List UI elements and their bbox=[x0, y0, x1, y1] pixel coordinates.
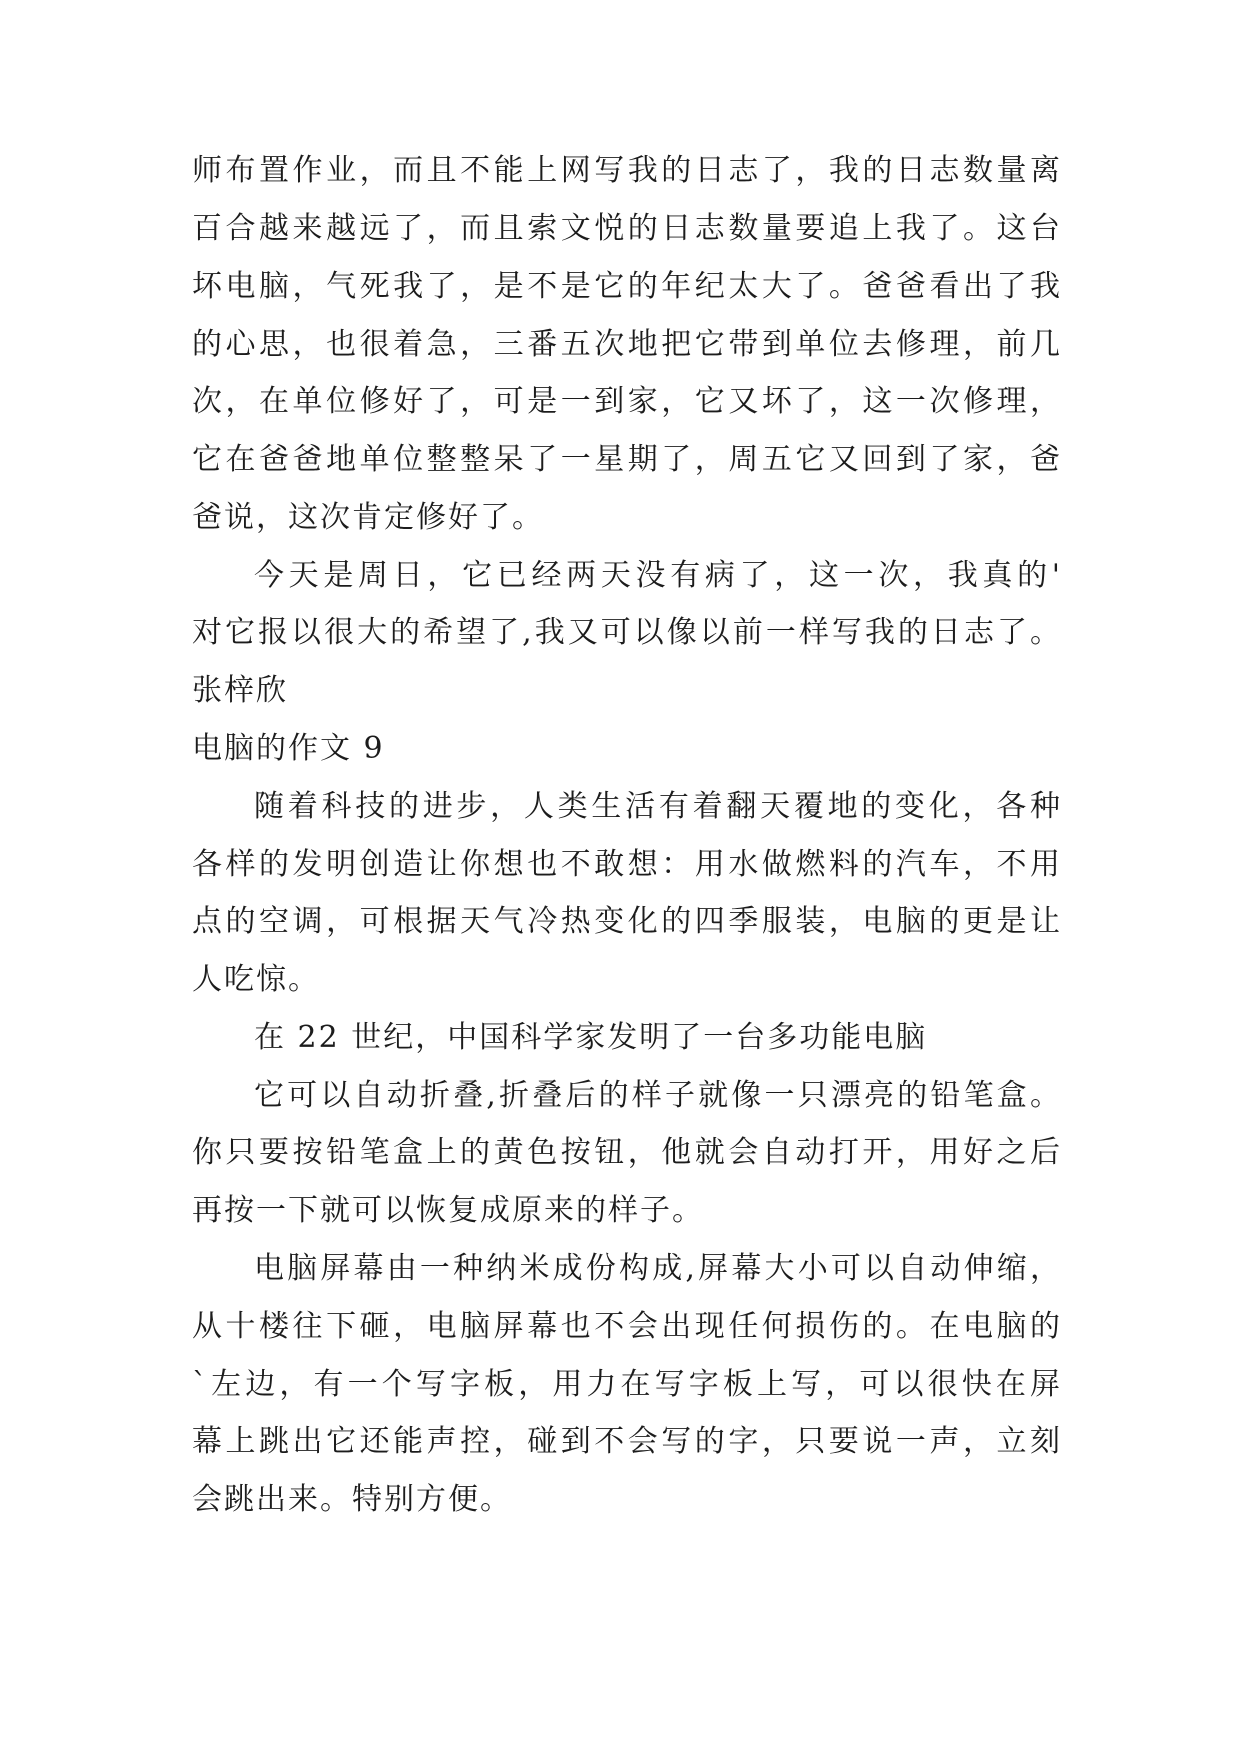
paragraph-first-line: 随着科技的进步，人类生活有着翻天覆地的变化，各种 bbox=[254, 789, 1062, 824]
paragraph-first-line: 在 22 世纪，中国科学家发明了一台多功能电脑 bbox=[254, 1020, 928, 1055]
text-line: 的心思，也很着急，三番五次地把它带到单位去修理，前几 bbox=[192, 327, 1062, 362]
paragraph-first-line: 电脑屏幕由一种纳米成份构成,屏幕大小可以自动伸缩， bbox=[254, 1251, 1062, 1286]
text-line: 人吃惊。 bbox=[192, 962, 320, 997]
text-line: 它在爸爸地单位整整呆了一星期了，周五它又回到了家，爸 bbox=[192, 442, 1062, 477]
text-line: 师布置作业，而且不能上网写我的日志了，我的日志数量离 bbox=[192, 153, 1062, 188]
text-line: 点的空调，可根据天气冷热变化的四季服装，电脑的更是让 bbox=[192, 904, 1062, 939]
text-line: 会跳出来。特别方便。 bbox=[192, 1482, 512, 1517]
paragraph-first-line: 今天是周日，它已经两天没有病了，这一次，我真的' bbox=[254, 558, 1062, 593]
text-line: 你只要按铅笔盒上的黄色按钮，他就会自动打开，用好之后 bbox=[192, 1135, 1062, 1170]
text-line: 幕上跳出它还能声控，碰到不会写的字，只要说一声，立刻 bbox=[192, 1424, 1062, 1459]
text-line: 各样的发明创造让你想也不敢想：用水做燃料的汽车，不用 bbox=[192, 847, 1062, 882]
text-line: 再按一下就可以恢复成原来的样子。 bbox=[192, 1193, 704, 1228]
text-line: 对它报以很大的希望了,我又可以像以前一样写我的日志了。 bbox=[192, 615, 1062, 650]
text-line: 从十楼往下砸，电脑屏幕也不会出现任何损伤的。在电脑的 bbox=[192, 1309, 1062, 1344]
text-line: 次，在单位修好了，可是一到家，它又坏了，这一次修理， bbox=[192, 384, 1062, 419]
section-title: 电脑的作文 9 bbox=[192, 731, 385, 766]
text-line: 坏电脑，气死我了，是不是它的年纪太大了。爸爸看出了我 bbox=[192, 269, 1062, 304]
author-name: 张梓欣 bbox=[192, 673, 288, 708]
text-line: `左边，有一个写字板，用力在写字板上写，可以很快在屏 bbox=[192, 1367, 1062, 1402]
text-line: 爸说，这次肯定修好了。 bbox=[192, 500, 544, 535]
text-line: 百合越来越远了，而且索文悦的日志数量要追上我了。这台 bbox=[192, 211, 1062, 246]
paragraph-first-line: 它可以自动折叠,折叠后的样子就像一只漂亮的铅笔盒。 bbox=[254, 1078, 1062, 1113]
